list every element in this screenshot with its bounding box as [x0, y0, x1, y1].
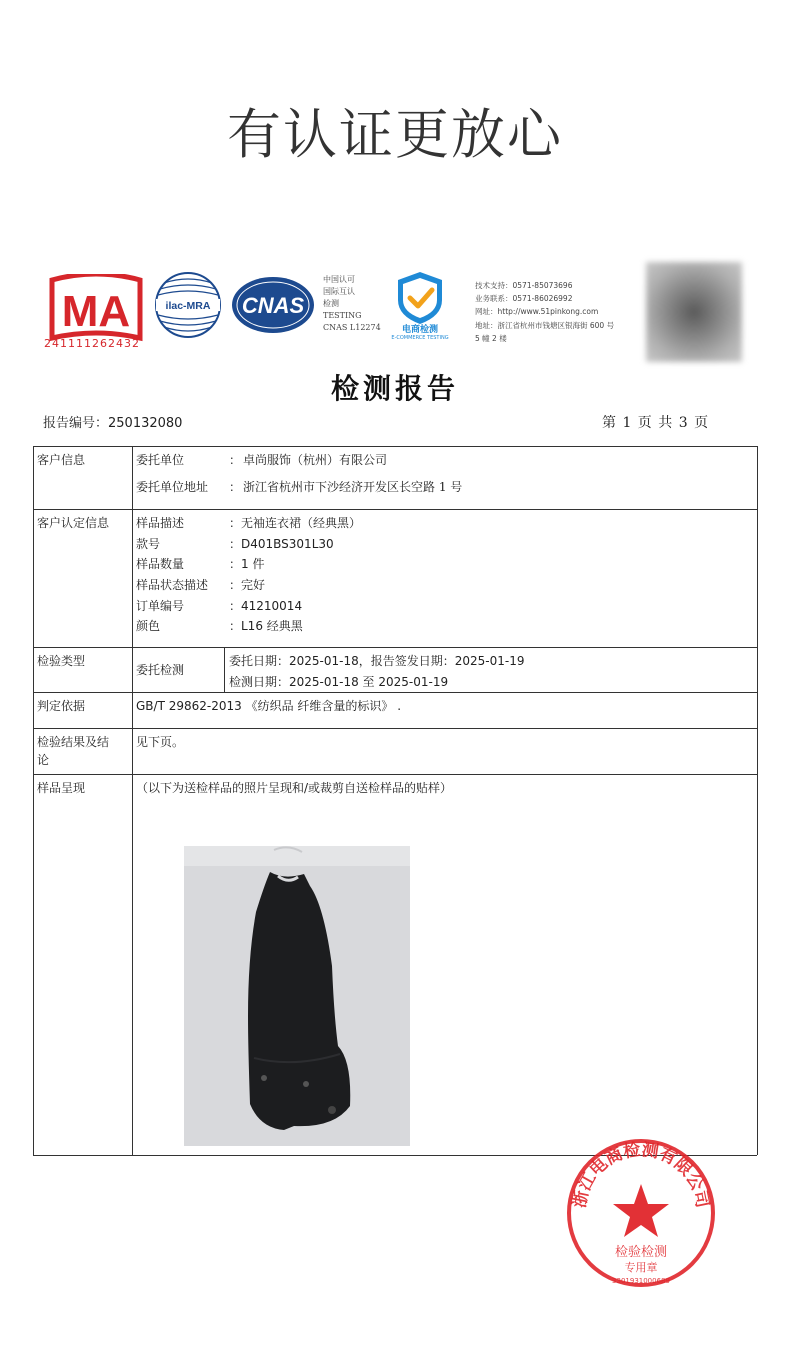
section-client-confirm: 客户认定信息 [37, 516, 110, 530]
contact-line: 地址：浙江省杭州市钱塘区银海街 600 号 [475, 320, 615, 330]
field-label: 样品数量 [136, 557, 185, 571]
style-number: D401BS301L30 [241, 537, 334, 551]
cnas-caption-line: TESTING [323, 311, 362, 320]
test-dates: 检测日期：2025-01-18 至 2025-01-19 [229, 675, 449, 689]
section-client-info: 客户信息 [37, 453, 86, 467]
qr-code-blurred [646, 262, 742, 362]
table-rule [33, 509, 757, 510]
cnas-caption-line: 中国认可 [323, 275, 355, 284]
report-number-value: 250132080 [108, 416, 183, 431]
table-rule [33, 446, 757, 447]
section-basis: 判定依据 [37, 699, 86, 713]
cma-number: 241111262432 [44, 337, 140, 350]
field-separator: ： [229, 516, 242, 530]
table-rule [33, 446, 34, 1155]
field-label: 委托单位地址 [136, 480, 209, 494]
table-rule [33, 774, 757, 775]
contact-line: 业务联系：0571-86026992 [475, 294, 573, 304]
seal-line-1: 检验检测 [614, 1245, 668, 1260]
report-number-label: 报告编号： [43, 416, 109, 431]
ecommerce-logo-sub: E-COMMERCE TESTING [391, 335, 449, 340]
section-result: 检验结果及结 [37, 735, 110, 749]
dress-image [184, 846, 410, 1146]
ecommerce-logo-name: 电商检测 [401, 325, 439, 335]
cnas-caption-line: CNAS L12274 [323, 323, 381, 332]
section-sample: 样品呈现 [37, 781, 86, 795]
client-name: 卓尚服饰（杭州）有限公司 [243, 453, 388, 467]
sample-color: L16 经典黑 [241, 619, 303, 633]
page-headline: 有认证更放心 [227, 103, 563, 166]
ilac-mra-logo [154, 271, 222, 339]
ilac-mra-logo-text: ilac-MRA [165, 300, 211, 312]
table-rule [132, 446, 133, 1155]
cnas-logo [230, 275, 316, 335]
contact-line: 5 幢 2 楼 [475, 333, 507, 343]
inspection-type-value: 委托检测 [136, 663, 185, 677]
commission-dates: 委托日期：2025-01-18，报告签发日期：2025-01-19 [229, 654, 525, 668]
judgment-standard: GB/T 29862-2013 《纺织品 纤维含量的标识》 . [136, 699, 402, 713]
contact-info [475, 279, 614, 345]
seal-number: 3301931000689 [612, 1277, 670, 1285]
seal-organization: 浙江电商检测有限公司 [569, 1139, 713, 1210]
report-title: 检测报告 [330, 372, 459, 405]
cnas-caption [323, 274, 381, 334]
report-number [43, 412, 182, 431]
table-rule [224, 647, 225, 692]
field-separator: ： [229, 453, 242, 467]
ecommerce-testing-logo [384, 270, 456, 340]
field-separator: ： [229, 619, 242, 633]
sample-photo [184, 846, 410, 1146]
seal-line-2: 专用章 [624, 1261, 658, 1274]
sample-description: 无袖连衣裙（经典黑） [241, 516, 362, 530]
official-seal [564, 1136, 718, 1290]
sample-note: （以下为送检样品的照片呈现和/或裁剪自送检样品的贴样） [136, 781, 453, 795]
cnas-caption-line: 检测 [323, 299, 339, 308]
field-separator: ： [229, 557, 242, 571]
cnas-caption-line: 国际互认 [323, 287, 355, 296]
field-label: 委托单位 [136, 453, 185, 467]
contact-line: 网址：http://www.51pinkong.com [475, 307, 599, 317]
sample-quantity: 1 件 [241, 557, 265, 571]
table-rule [33, 692, 757, 693]
sample-condition: 完好 [241, 578, 266, 592]
field-label: 样品描述 [136, 516, 185, 530]
cnas-logo-text: CNAS [241, 293, 305, 318]
field-label: 款号 [136, 537, 161, 551]
section-result-cont: 论 [37, 753, 50, 767]
page-count: 第 1 页 共 3 页 [602, 415, 710, 431]
field-separator: ： [229, 537, 242, 551]
cma-logo-text: MA [61, 287, 131, 336]
order-number: 41210014 [241, 599, 303, 613]
section-inspection-type: 检验类型 [37, 654, 86, 668]
table-rule [33, 647, 757, 648]
table-rule [33, 728, 757, 729]
table-rule [757, 446, 758, 1155]
field-separator: ： [229, 578, 242, 592]
field-separator: ： [229, 599, 242, 613]
field-separator: ： [229, 480, 242, 494]
contact-line: 技术支持：0571-85073696 [475, 281, 573, 290]
field-label: 订单编号 [136, 599, 185, 613]
result-value: 见下页。 [136, 735, 185, 749]
client-address: 浙江省杭州市下沙经济开发区长空路 1 号 [243, 480, 463, 494]
field-label: 颜色 [136, 619, 161, 633]
field-label: 样品状态描述 [136, 578, 209, 592]
